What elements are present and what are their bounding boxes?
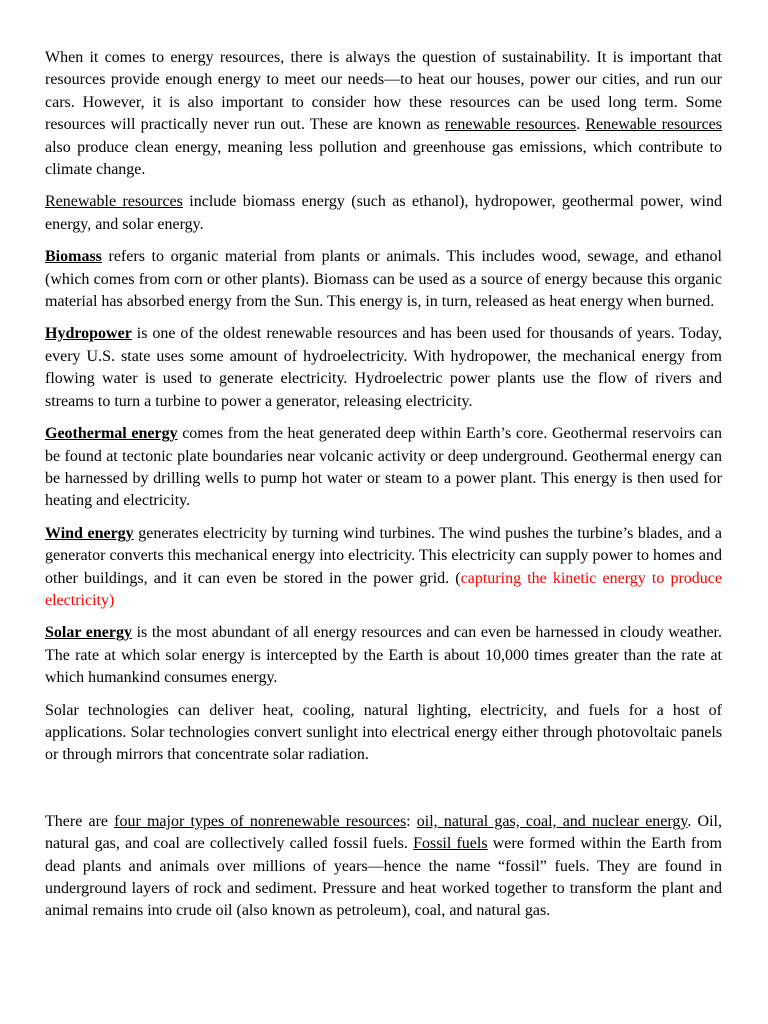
wind-note: capturing the kinetic energy to produce electricity): [45, 569, 722, 609]
intro-text-b: .: [576, 116, 586, 134]
biomass-paragraph: [45, 246, 722, 313]
hydropower-term[interactable]: Hydropower: [45, 325, 132, 343]
solar-tech-text: Solar technologies can deliver heat, cooling, natural lighting, electricity, and fuels for a host of applications. Solar technologies convert sunlight into electrical energy either through photovoltaic panels or through mirrors that concentrate solar radiation.: [45, 701, 722, 764]
fossil-fuels-link[interactable]: Fossil fuels: [413, 835, 488, 853]
geothermal-term[interactable]: Geothermal energy: [45, 425, 178, 443]
nonrenewable-list-link[interactable]: oil, natural gas, coal, and nuclear energy: [416, 812, 688, 830]
renewable-resources-link[interactable]: renewable resources: [444, 116, 577, 134]
renewable-resources-link-3[interactable]: Renewable resources: [45, 193, 183, 211]
renewable-list-paragraph: [45, 191, 722, 236]
solar-tech-paragraph: [45, 700, 722, 767]
wind-term[interactable]: Wind energy: [45, 524, 134, 542]
nonrenewable-text-c: . Oil, natural gas, and coal are collectively called fossil fuels.: [45, 812, 722, 853]
wind-text: generates electricity by turning wind turbines. The wind pushes the turbine’s blades, and a generator converts this mechanical energy into electricity. This electricity can supply power to homes and other buildings, and it can even be stored in the power grid. (: [45, 524, 723, 587]
solar-text: is the most abundant of all energy resources and can even be harnessed in cloudy weather. The rate at which solar energy is intercepted by the Earth is about 10,000 times greater than the rate at which humankind consumes energy.: [45, 624, 722, 687]
intro-text-a: When it comes to energy resources, there is always the question of sustainability. It is important that resources provide enough energy to meet our needs—to heat our houses, power our cities, and run our cars. However, it is also important to consider how these resources can be used long term. Some resources will practically never run out. These are known as: [45, 49, 722, 134]
biomass-term[interactable]: Biomass: [45, 248, 102, 266]
nonrenewable-text-a: There are: [45, 812, 115, 830]
geothermal-paragraph: [45, 423, 722, 513]
wind-paragraph: [45, 523, 722, 613]
document-body: [45, 47, 722, 933]
solar-term[interactable]: Solar energy: [45, 624, 132, 642]
intro-paragraph: [45, 47, 722, 181]
nonrenewable-paragraph: [45, 811, 722, 923]
solar-paragraph: [45, 622, 722, 689]
intro-text-c: also produce clean energy, meaning less pollution and greenhouse gas emissions, which contribute to climate change.: [45, 138, 722, 179]
biomass-text: refers to organic material from plants or animals. This includes wood, sewage, and ethanol (which comes from corn or other plants). Biomass can be used as a source of energy because this organic material has absorbed energy from the Sun. This energy is, in turn, released as heat energy when burned.: [45, 248, 722, 311]
geothermal-text: comes from the heat generated deep within Earth’s core. Geothermal reservoirs can be found at tectonic plate boundaries near volcanic activity or deep underground. Geothermal energy can be harnessed by drilling wells to pump hot water or steam to a power plant. This energy is then used for heating and electricity.: [45, 425, 723, 510]
nonrenewable-types-link[interactable]: four major types of nonrenewable resources: [114, 812, 407, 830]
hydropower-paragraph: [45, 323, 722, 413]
hydropower-text: is one of the oldest renewable resources and has been used for thousands of years. Today, every U.S. state uses some amount of hydroelectricity. With hydropower, the mechanical energy from flowing water is used to generate electricity. Hydroelectric power plants use the flow of rivers and streams to turn a turbine to power a generator, releasing electricity.: [45, 325, 722, 410]
nonrenewable-text-b: :: [406, 812, 417, 830]
renewable-list-text: include biomass energy (such as ethanol), hydropower, geothermal power, wind energy, and solar energy.: [45, 193, 722, 233]
nonrenewable-text-d: were formed within the Earth from dead plants and animals over millions of years—hence the name “fossil” fuels. They are found in underground layers of rock and sediment. Pressure and heat worked together to transform the plant and animal remains into crude oil (also known as petroleum), coal, and natural gas.: [45, 835, 723, 920]
renewable-resources-link-2[interactable]: Renewable resources: [585, 116, 723, 134]
